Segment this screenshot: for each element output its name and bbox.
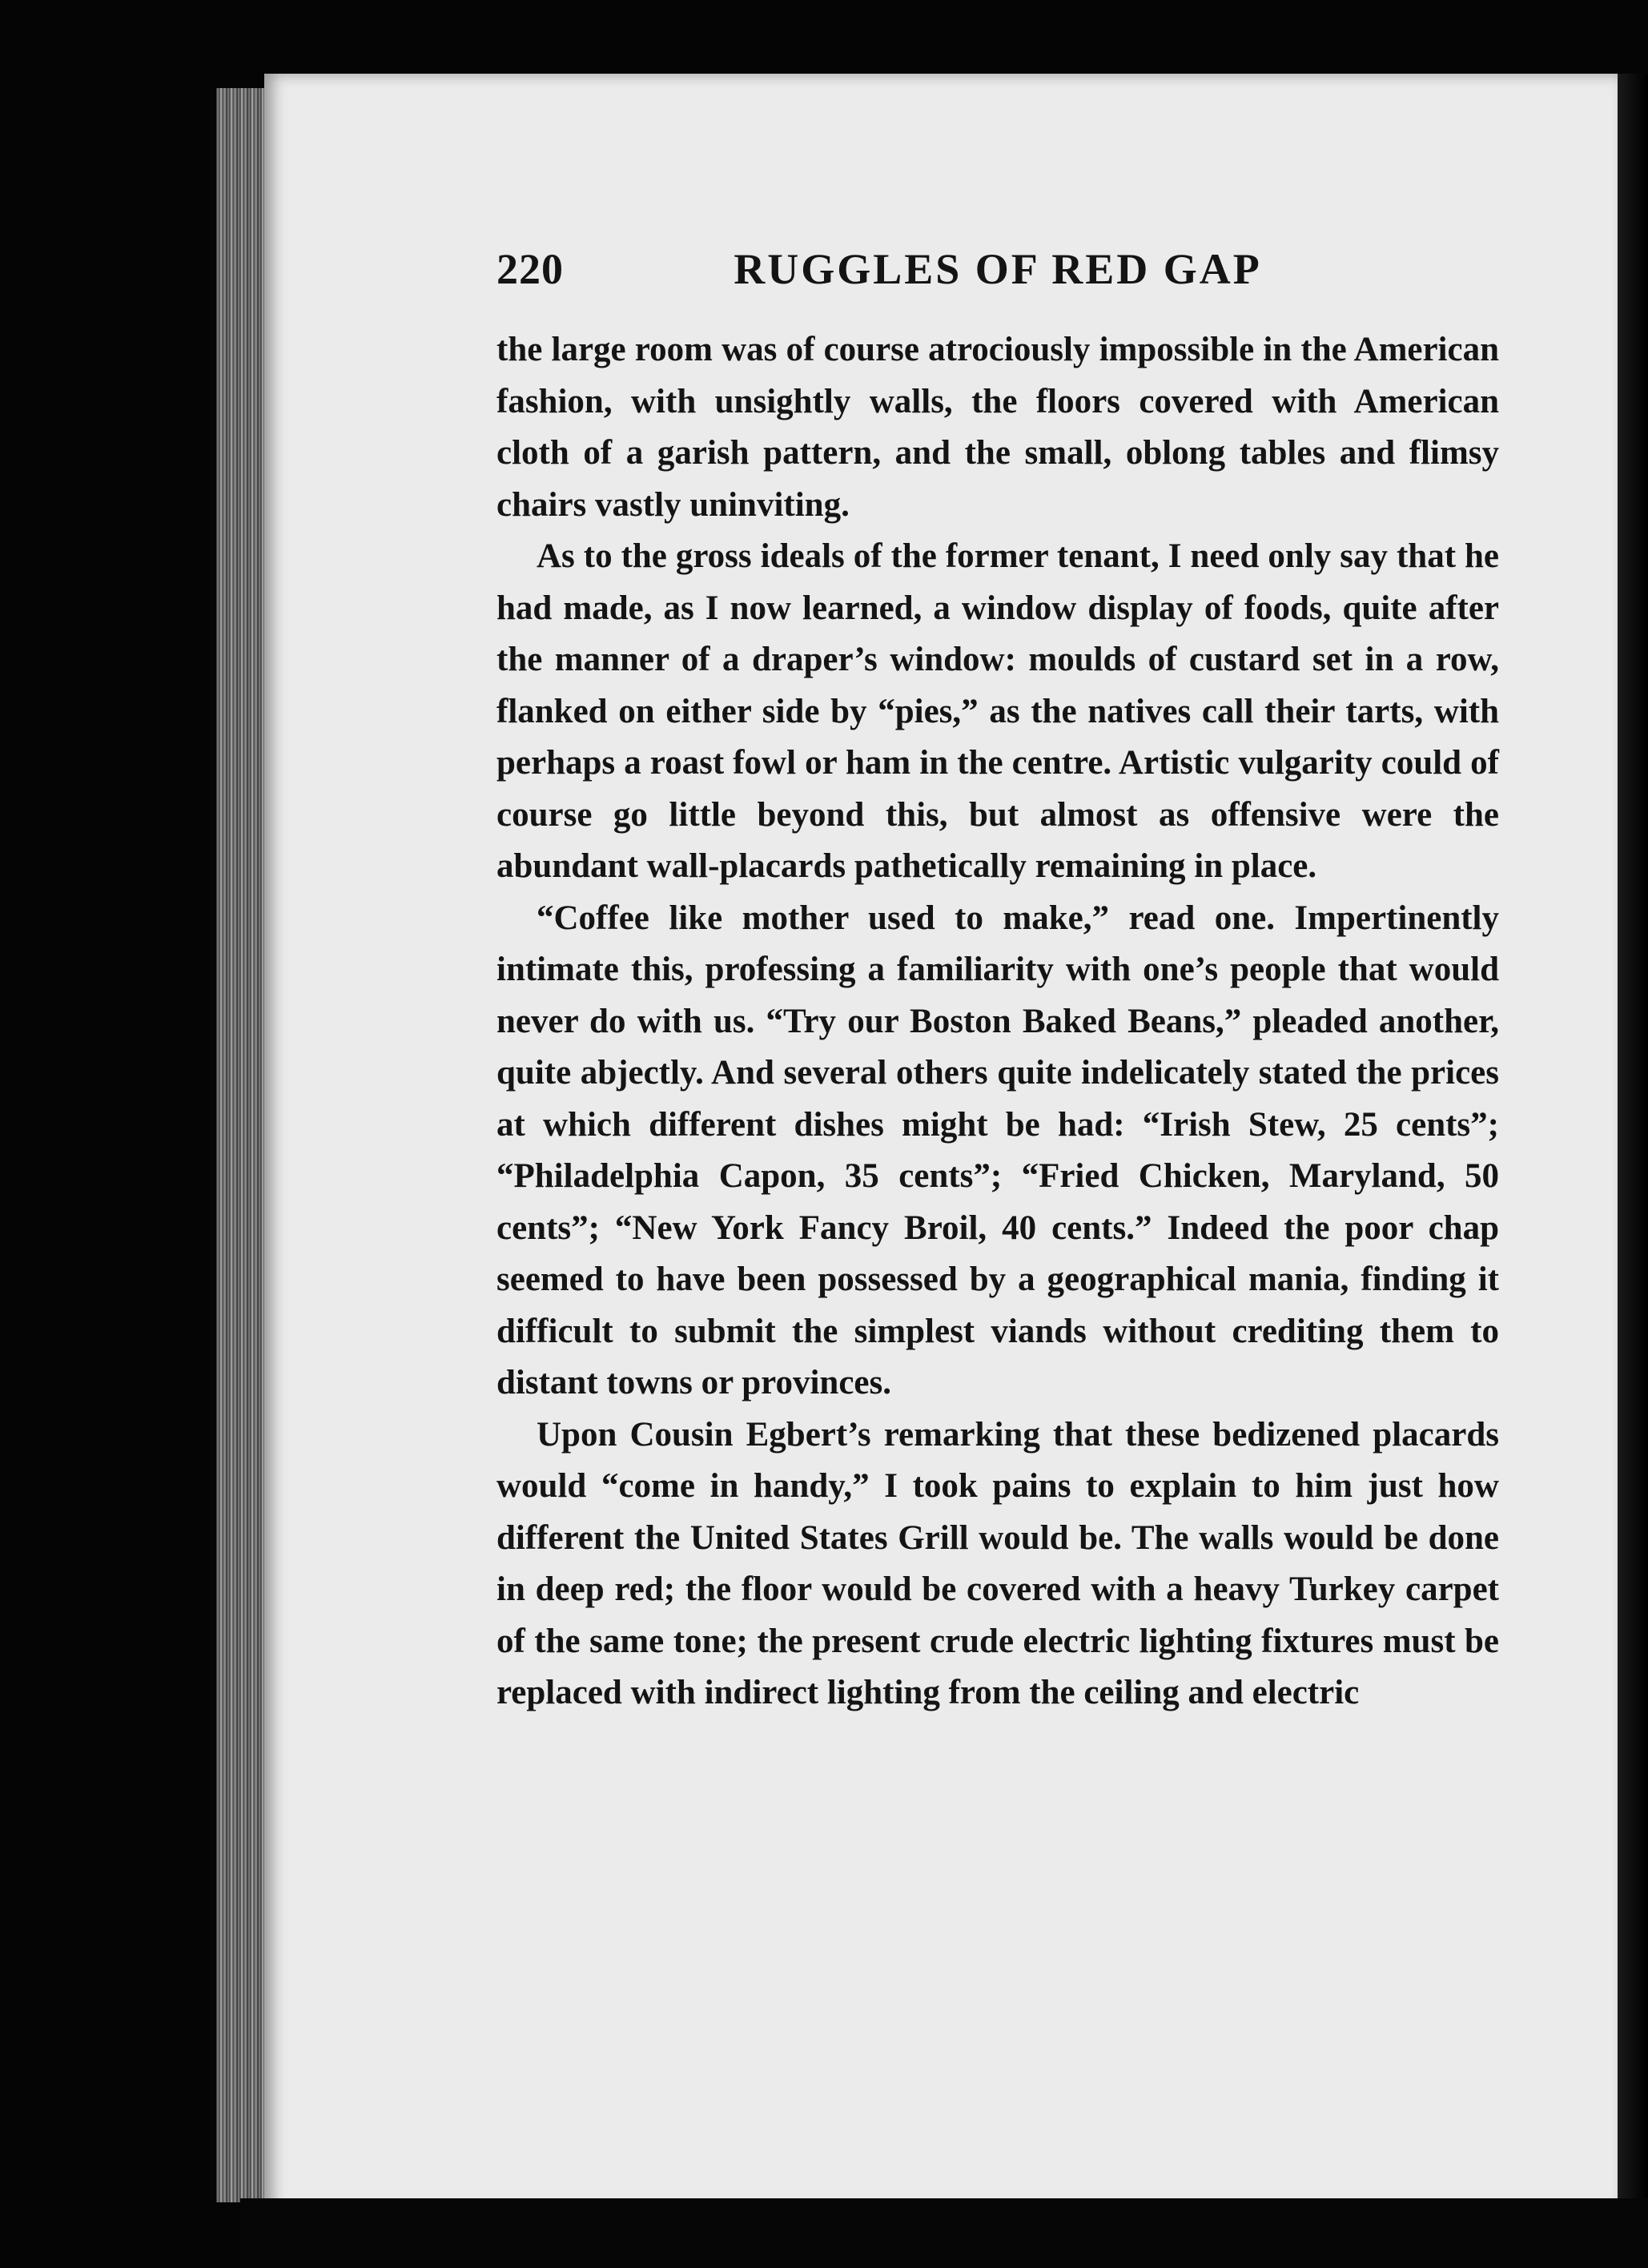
- page-number: 220: [496, 245, 564, 293]
- paragraph: As to the gross ideals of the former tenant, I need only say that he had made, as I now learned, a window display of foods, quite after the manner of a draper’s window: moulds of custard set in a row, flanked on either side by “pies,” as the natives call their tarts, with perhaps a roast fowl or ham in the centre. Artistic vulgarity could of course go little beyond this, but almost as offensive were the abundant wall-placards pathetically remaining in place.: [496, 537, 1499, 885]
- running-title: RUGGLES OF RED GAP: [734, 245, 1262, 293]
- body-text: [496, 324, 1499, 1719]
- running-header: [496, 244, 1499, 308]
- paragraph: “Coffee like mother used to make,” read one. Impertinently intimate this, professing a familiarity with one’s people that would never do with us. “Try our Boston Baked Beans,” pleaded another, quite abjectly. And several others quite indelicately stated the prices at which different dishes might be had: “Irish Stew, 25 cents”; “Philadelphia Capon, 35 cents”; “Fried Chicken, Maryland, 50 cents”; “New York Fancy Broil, 40 cents.” Indeed the poor chap seemed to have been possessed by a geographical mania, finding it difficult to submit the simplest viands without crediting them to distant towns or provinces.: [496, 899, 1499, 1401]
- paragraph: Upon Cousin Egbert’s remarking that these bedizened placards would “come in handy,” I took pains to explain to him just how different the United States Grill would be. The walls would be done in deep red; the floor would be covered with a heavy Turkey carpet of the same tone; the present crude electric lighting fixtures must be replaced with indirect lighting from the ceiling and electric: [496, 1415, 1499, 1711]
- page-gutter-shadow: [1618, 74, 1648, 2228]
- paragraph: the large room was of course atrociously impossible in the American fashion, with unsightly walls, the floors covered with American cloth of a garish pattern, and the small, oblong tables and flimsy chairs vastly uninviting.: [496, 331, 1499, 524]
- book-page-edges: [216, 88, 271, 2202]
- scan-background: [240, 2198, 1648, 2268]
